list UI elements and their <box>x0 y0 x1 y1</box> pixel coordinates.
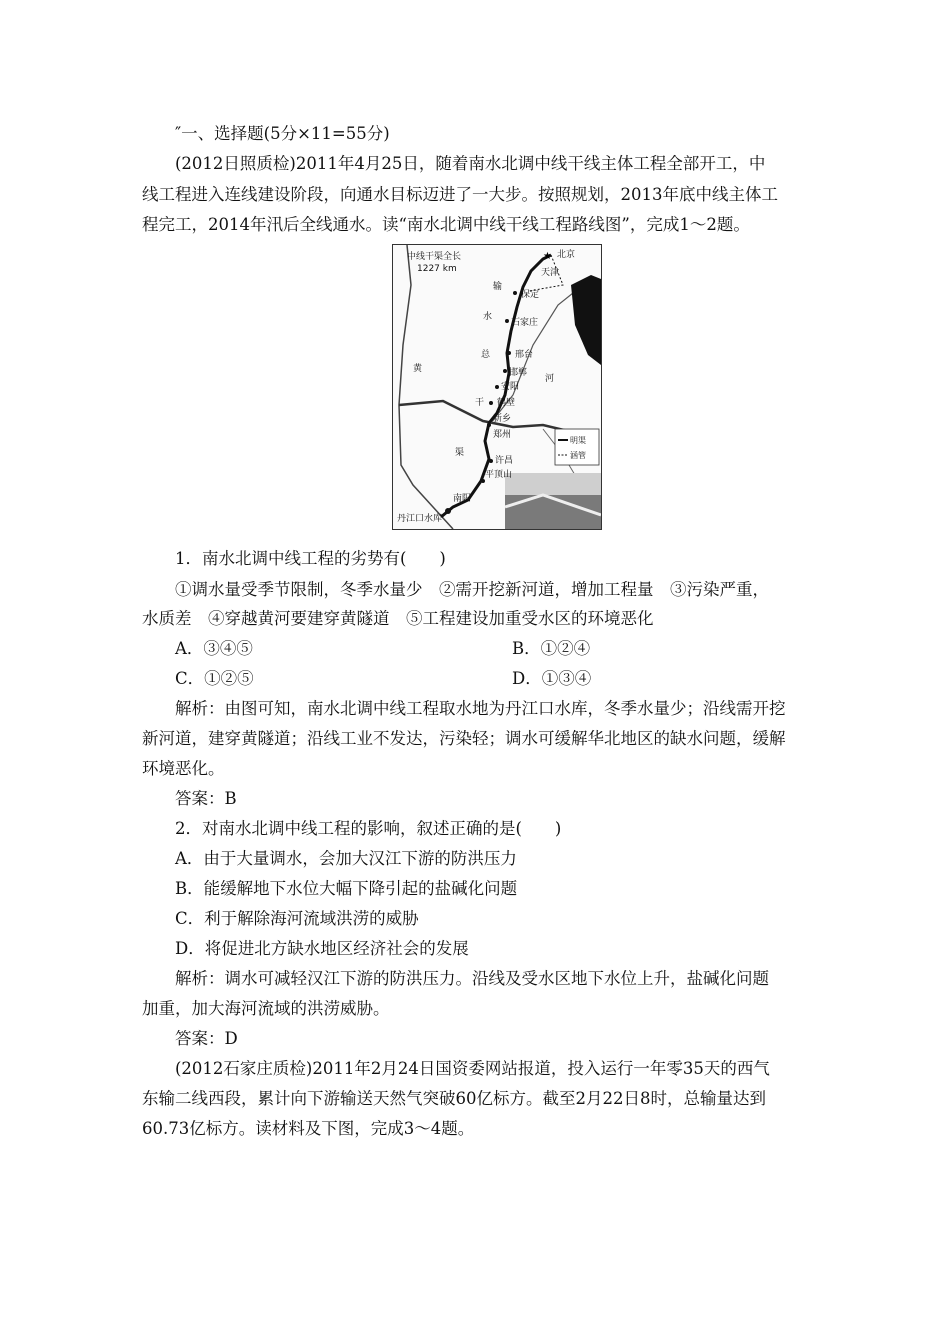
city-zhengzhou: 郑州 <box>493 430 512 440</box>
city-tianjin: 天津 <box>541 268 560 278</box>
river-he-label: 河 <box>545 374 555 384</box>
beijing-star-icon: ★ <box>543 251 552 262</box>
q1-option-d[interactable]: D．①③④ <box>512 669 592 688</box>
q2-analysis-line-1: 解析：调水可减轻汉江下游的防洪压力。沿线及受水区地下水位上升，盐碱化问题 <box>175 969 769 988</box>
city-xinxiang: 新乡 <box>493 414 512 424</box>
q2-analysis-line-2: 加重，加大海河流域的洪涝威胁。 <box>142 999 390 1018</box>
city-baoding: 保定 <box>521 290 540 300</box>
q2-option-c[interactable]: C．利于解除海河流域洪涝的威胁 <box>175 909 419 928</box>
city-nanyang: 南阳 <box>453 494 472 504</box>
city-shijiazhuang: 石家庄 <box>511 318 539 328</box>
legend-culvert: 涵管 <box>570 451 586 460</box>
q1-option-a[interactable]: A．③④⑤ <box>175 639 253 658</box>
bohai-sea-shape <box>571 275 601 365</box>
q1-items-line-1: ①调水量受季节限制，冬季水量少 ②需开挖新河道，增加工程量 ③污染严重， <box>175 580 769 599</box>
route-map-svg <box>393 245 601 529</box>
section-heading: ″一、选择题(5分×11=55分) <box>175 124 390 143</box>
route-map-figure <box>392 244 602 530</box>
q1-option-c[interactable]: C．①②⑤ <box>175 669 254 688</box>
q2-option-d[interactable]: D．将促进北方缺水地区经济社会的发展 <box>175 939 469 958</box>
legend-open-canal: 明渠 <box>570 436 586 445</box>
q2-option-b[interactable]: B．能缓解地下水位大幅下降引起的盐碱化问题 <box>175 879 518 898</box>
intro2-line-2: 东输二线西段，累计向下游输送天然气突破60亿标方。截至2月22日8时，总输量达到 <box>142 1089 766 1108</box>
q2-stem: 2．对南水北调中线工程的影响，叙述正确的是( ) <box>175 819 562 838</box>
q1-analysis-line-2: 新河道，建穿黄隧道；沿线工业不发达，污染轻；调水可缓解华北地区的缺水问题，缓解 <box>142 729 786 748</box>
canal-char-1: 输 <box>493 282 503 292</box>
canal-char-4: 干 <box>475 398 485 408</box>
city-xingtai: 邢台 <box>515 350 534 360</box>
q1-option-b[interactable]: B．①②④ <box>512 639 591 658</box>
q1-items-line-2: 水质差 ④穿越黄河要建穿黄隧道 ⑤工程建设加重受水区的环境恶化 <box>142 609 654 628</box>
q1-analysis-line-1: 解析：由图可知，南水北调中线工程取水地为丹江口水库，冬季水量少；沿线需开挖 <box>175 699 786 718</box>
intro1-line-3: 程完工，2014年汛后全线通水。读“南水北调中线干线工程路线图”，完成1～2题。 <box>142 215 750 234</box>
q2-option-a[interactable]: A．由于大量调水，会加大汉江下游的防洪压力 <box>175 849 517 868</box>
canal-char-2: 水 <box>483 312 493 322</box>
intro1-line-1: (2012日照质检)2011年4月25日，随着南水北调中线干线主体工程全部开工，中 <box>175 154 766 173</box>
intro1-line-2: 线工程进入连线建设阶段，向通水目标迈进了一大步。按照规划，2013年底中线主体工 <box>142 185 778 204</box>
city-beijing: 北京 <box>557 250 576 260</box>
city-xuchang: 许昌 <box>495 456 514 466</box>
city-hebi: 鹤壁 <box>497 398 516 408</box>
city-handan: 邯郸 <box>509 368 528 378</box>
canal-char-3: 总 <box>481 350 491 360</box>
intro2-line-1: (2012石家庄质检)2011年2月24日国资委网站报道，投入运行一年零35天的西气 <box>175 1059 770 1078</box>
river-yellow-label: 黄 <box>413 364 423 374</box>
canal-char-5: 渠 <box>455 448 465 458</box>
q1-answer: 答案：B <box>175 789 237 808</box>
length-label-1: 中线干渠全长 <box>407 252 462 262</box>
city-anyang: 安阳 <box>501 382 520 392</box>
intro2-line-3: 60.73亿标方。读材料及下图，完成3～4题。 <box>142 1119 475 1138</box>
city-pingdingshan: 平顶山 <box>485 470 513 480</box>
q1-stem: 1．南水北调中线工程的劣势有( ) <box>175 549 446 568</box>
q2-answer: 答案：D <box>175 1029 238 1048</box>
q1-analysis-line-3: 环境恶化。 <box>142 759 225 778</box>
city-danjiangkou: 丹江口水库 <box>397 514 443 524</box>
length-label-2: 1227 km <box>417 264 457 274</box>
